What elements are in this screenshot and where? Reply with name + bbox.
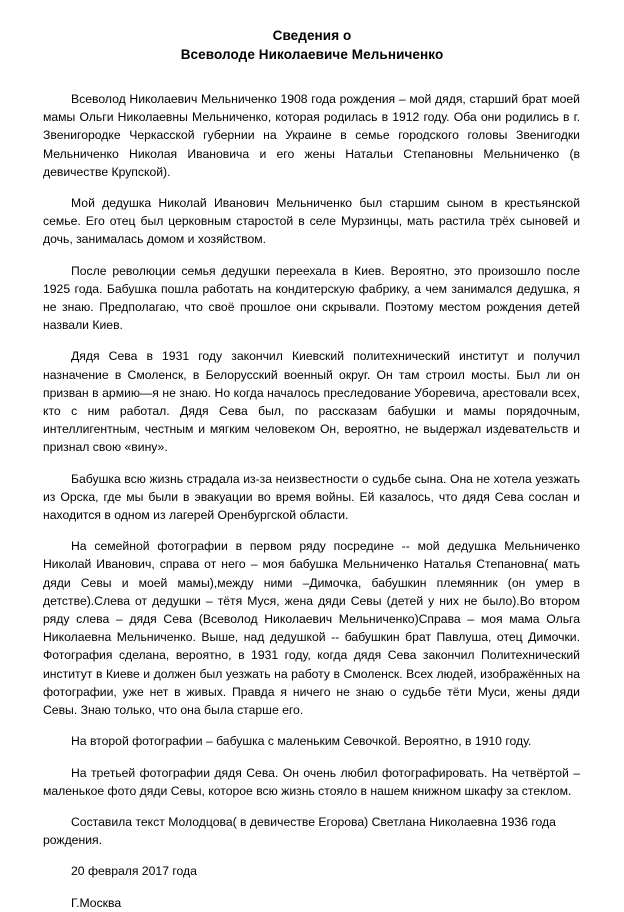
title-line-1: Сведения о: [272, 28, 352, 43]
paragraph-7: На второй фотографии – бабушка с маленьким Севочкой. Вероятно, в 1910 году.: [71, 734, 532, 749]
document-body: [0, 64, 624, 912]
paragraph-1: Всеволод Николаевич Мельниченко 1908 года рождения – мой дядя, старший брат моей мамы Ольги Николаевны Мельниченко, которая родилась в 1912 году. Оба они родились в г. Звенигородке Черкасской губернии на Украине в семье городского головы Звенигодки Мельниченко Николая Ивановича и его жены Натальи Степановны Мельниченко (в девичестве Крупской).: [43, 92, 580, 179]
author-note: Составила текст Молодцова( в девичестве Егорова) Светлана Николаевна 1936 года рождения.: [43, 814, 556, 848]
title-line-2: Всеволоде Николаевиче Мельниченко: [180, 47, 444, 62]
paragraph-4: Дядя Сева в 1931 году закончил Киевский политехнический институт и получил назначение в Смоленск, в Белорусский военный округ. Он там строил мосты. Был ли он призван в армию—я не знаю. Но когда началось преследование Уборевича, арестовали всех, кто с ним работал. Дядя Сева был, по рассказам бабушки и мамы порядочным, интеллигентным, честным и мягким человеком Он, вероятно, не выдержал издевательств и признал свою «вину».: [43, 349, 580, 455]
paragraph-6: На семейной фотографии в первом ряду посредине -- мой дедушка Мельниченко Николай Иванович, справа от него – моя бабушка Мельниченко Наталья Степановна( мать дяди Севы и моей мамы),между ними –Димочка, бабушкин племянник (он умер в детстве).Слева от дедушки – тётя Муся, жена дяди Севы (детей у них не было).Во втором ряду слева – дядя Сева (Всеволод Николаевич Мельниченко)Справа – моя мама Ольга Николаевна Мельниченко. Выше, над дедушкой -- бабушкин брат Павлуша, отец Димочки. Фотография сделана, вероятно, в 1931 году, когда дядя Сева закончил Политехнический институт в Киеве и должен был уезжать на работу в Смоленск. Всех людей, изображённых на фотографии, уже нет в живых. Правда я ничего не знаю о судьбе тёти Муси, жены дяди Севы. Знаю только, что она была старше его.: [43, 539, 580, 718]
document-date: 20 февраля 2017 года: [71, 864, 197, 879]
paragraph-2: Мой дедушка Николай Иванович Мельниченко был старшим сыном в крестьянской семье. Его отец был церковным старостой в селе Мурзинцы, мать растила трёх сыновей и дочь, занималась домом и хозяйством.: [43, 196, 580, 247]
document-place: Г.Москва: [71, 895, 122, 910]
page-title: [0, 0, 624, 64]
paragraph-3: После революции семья дедушки переехала в Киев. Вероятно, это произошло после 1925 года. Бабушка пошла работать на кондитерскую фабрику, а чем занимался дедушка, я не знаю. Предполагаю, что своё прошлое они скрывали. Поэтому местом рождения детей назвали Киев.: [43, 263, 580, 333]
paragraph-8: На третьей фотографии дядя Сева. Он очень любил фотографировать. На четвёртой – маленькое фото дяди Севы, которое всю жизнь стояло в нашем книжном шкафу за стеклом.: [43, 765, 580, 798]
paragraph-5: Бабушка всю жизнь страдала из-за неизвестности о судьбе сына. Она не хотела уезжать из Орска, где мы были в эвакуации во время войны. Ей казалось, что дядя Сева сослан и находится в одном из лагерей Оренбургской области.: [43, 471, 580, 523]
